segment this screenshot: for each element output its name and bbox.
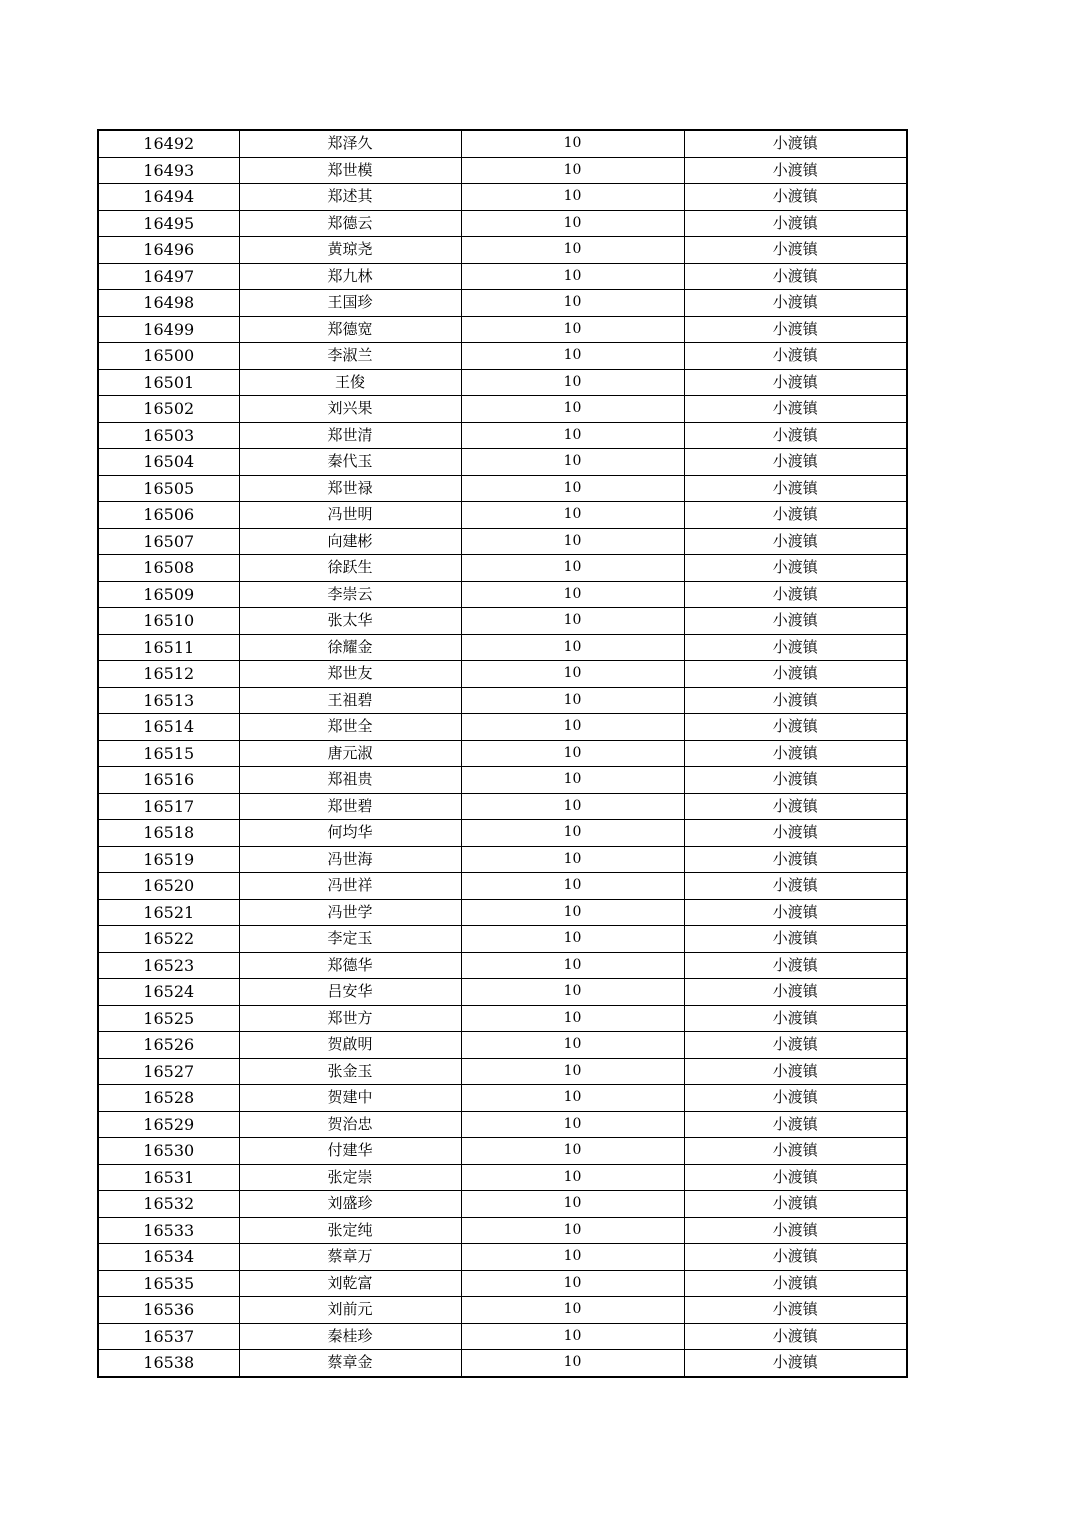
row-town-cell: 小渡镇 — [684, 1111, 907, 1138]
row-name-cell: 郑泽久 — [239, 130, 461, 157]
row-name-cell: 贺治忠 — [239, 1111, 461, 1138]
row-amount-cell: 10 — [461, 1058, 684, 1085]
table-row — [98, 555, 907, 582]
table-row — [98, 502, 907, 529]
row-name-cell: 李崇云 — [239, 581, 461, 608]
row-id-cell: 16497 — [98, 263, 239, 290]
data-sheet — [97, 129, 908, 1378]
table-row — [98, 1323, 907, 1350]
row-id-cell: 16529 — [98, 1111, 239, 1138]
table-row — [98, 1111, 907, 1138]
row-name-cell: 郑德云 — [239, 210, 461, 237]
row-amount-cell: 10 — [461, 634, 684, 661]
row-amount-cell: 10 — [461, 130, 684, 157]
row-name-cell: 郑世全 — [239, 714, 461, 741]
table-row — [98, 1005, 907, 1032]
row-name-cell: 郑世友 — [239, 661, 461, 688]
row-amount-cell: 10 — [461, 290, 684, 317]
row-amount-cell: 10 — [461, 1085, 684, 1112]
row-amount-cell: 10 — [461, 979, 684, 1006]
row-town-cell: 小渡镇 — [684, 687, 907, 714]
row-id-cell: 16522 — [98, 926, 239, 953]
row-town-cell: 小渡镇 — [684, 767, 907, 794]
table-row — [98, 979, 907, 1006]
row-town-cell: 小渡镇 — [684, 210, 907, 237]
row-name-cell: 蔡章金 — [239, 1350, 461, 1377]
row-town-cell: 小渡镇 — [684, 608, 907, 635]
row-id-cell: 16527 — [98, 1058, 239, 1085]
row-town-cell: 小渡镇 — [684, 422, 907, 449]
row-id-cell: 16507 — [98, 528, 239, 555]
table-row — [98, 210, 907, 237]
row-id-cell: 16500 — [98, 343, 239, 370]
row-id-cell: 16503 — [98, 422, 239, 449]
row-id-cell: 16517 — [98, 793, 239, 820]
row-id-cell: 16519 — [98, 846, 239, 873]
row-name-cell: 冯世祥 — [239, 873, 461, 900]
row-name-cell: 刘乾富 — [239, 1270, 461, 1297]
row-amount-cell: 10 — [461, 1350, 684, 1377]
row-amount-cell: 10 — [461, 237, 684, 264]
row-name-cell: 冯世明 — [239, 502, 461, 529]
row-id-cell: 16504 — [98, 449, 239, 476]
row-id-cell: 16505 — [98, 475, 239, 502]
table-row — [98, 581, 907, 608]
row-town-cell: 小渡镇 — [684, 343, 907, 370]
row-town-cell: 小渡镇 — [684, 793, 907, 820]
row-name-cell: 张太华 — [239, 608, 461, 635]
row-town-cell: 小渡镇 — [684, 237, 907, 264]
row-name-cell: 郑世模 — [239, 157, 461, 184]
row-amount-cell: 10 — [461, 767, 684, 794]
row-town-cell: 小渡镇 — [684, 634, 907, 661]
records-table-body — [98, 130, 907, 1377]
table-row — [98, 422, 907, 449]
row-name-cell: 郑德华 — [239, 952, 461, 979]
row-amount-cell: 10 — [461, 1111, 684, 1138]
row-id-cell: 16513 — [98, 687, 239, 714]
row-name-cell: 郑德宽 — [239, 316, 461, 343]
row-name-cell: 刘前元 — [239, 1297, 461, 1324]
row-name-cell: 何均华 — [239, 820, 461, 847]
row-amount-cell: 10 — [461, 1217, 684, 1244]
row-amount-cell: 10 — [461, 502, 684, 529]
table-row — [98, 1138, 907, 1165]
row-id-cell: 16537 — [98, 1323, 239, 1350]
row-amount-cell: 10 — [461, 608, 684, 635]
row-id-cell: 16496 — [98, 237, 239, 264]
row-amount-cell: 10 — [461, 184, 684, 211]
table-row — [98, 1191, 907, 1218]
table-row — [98, 316, 907, 343]
table-row — [98, 157, 907, 184]
table-row — [98, 475, 907, 502]
table-row — [98, 184, 907, 211]
row-id-cell: 16528 — [98, 1085, 239, 1112]
row-name-cell: 冯世海 — [239, 846, 461, 873]
table-row — [98, 1350, 907, 1377]
row-name-cell: 王国珍 — [239, 290, 461, 317]
row-name-cell: 郑世碧 — [239, 793, 461, 820]
row-town-cell: 小渡镇 — [684, 1323, 907, 1350]
table-row — [98, 846, 907, 873]
row-name-cell: 张金玉 — [239, 1058, 461, 1085]
row-town-cell: 小渡镇 — [684, 661, 907, 688]
row-town-cell: 小渡镇 — [684, 396, 907, 423]
row-town-cell: 小渡镇 — [684, 1191, 907, 1218]
row-amount-cell: 10 — [461, 1005, 684, 1032]
row-id-cell: 16501 — [98, 369, 239, 396]
table-row — [98, 767, 907, 794]
row-town-cell: 小渡镇 — [684, 1032, 907, 1059]
row-town-cell: 小渡镇 — [684, 263, 907, 290]
row-id-cell: 16523 — [98, 952, 239, 979]
row-amount-cell: 10 — [461, 263, 684, 290]
row-id-cell: 16499 — [98, 316, 239, 343]
table-row — [98, 899, 907, 926]
row-town-cell: 小渡镇 — [684, 1138, 907, 1165]
row-name-cell: 徐跃生 — [239, 555, 461, 582]
records-table — [97, 129, 908, 1378]
row-town-cell: 小渡镇 — [684, 130, 907, 157]
row-amount-cell: 10 — [461, 528, 684, 555]
row-amount-cell: 10 — [461, 687, 684, 714]
table-row — [98, 528, 907, 555]
row-id-cell: 16494 — [98, 184, 239, 211]
table-row — [98, 740, 907, 767]
row-id-cell: 16525 — [98, 1005, 239, 1032]
row-town-cell: 小渡镇 — [684, 290, 907, 317]
row-amount-cell: 10 — [461, 793, 684, 820]
row-name-cell: 张定崇 — [239, 1164, 461, 1191]
row-town-cell: 小渡镇 — [684, 926, 907, 953]
row-amount-cell: 10 — [461, 1297, 684, 1324]
row-amount-cell: 10 — [461, 661, 684, 688]
row-amount-cell: 10 — [461, 422, 684, 449]
row-town-cell: 小渡镇 — [684, 979, 907, 1006]
table-row — [98, 661, 907, 688]
table-row — [98, 608, 907, 635]
row-town-cell: 小渡镇 — [684, 502, 907, 529]
row-name-cell: 唐元淑 — [239, 740, 461, 767]
row-id-cell: 16515 — [98, 740, 239, 767]
row-name-cell: 吕安华 — [239, 979, 461, 1006]
row-amount-cell: 10 — [461, 210, 684, 237]
row-id-cell: 16535 — [98, 1270, 239, 1297]
row-amount-cell: 10 — [461, 1191, 684, 1218]
row-id-cell: 16516 — [98, 767, 239, 794]
row-name-cell: 王俊 — [239, 369, 461, 396]
row-name-cell: 郑世方 — [239, 1005, 461, 1032]
row-town-cell: 小渡镇 — [684, 1217, 907, 1244]
row-town-cell: 小渡镇 — [684, 873, 907, 900]
row-town-cell: 小渡镇 — [684, 1270, 907, 1297]
row-id-cell: 16508 — [98, 555, 239, 582]
table-row — [98, 1058, 907, 1085]
row-name-cell: 刘盛珍 — [239, 1191, 461, 1218]
row-id-cell: 16533 — [98, 1217, 239, 1244]
row-name-cell: 冯世学 — [239, 899, 461, 926]
row-name-cell: 郑述其 — [239, 184, 461, 211]
row-town-cell: 小渡镇 — [684, 714, 907, 741]
row-name-cell: 王祖碧 — [239, 687, 461, 714]
row-amount-cell: 10 — [461, 1032, 684, 1059]
row-id-cell: 16534 — [98, 1244, 239, 1271]
table-row — [98, 926, 907, 953]
row-town-cell: 小渡镇 — [684, 1005, 907, 1032]
row-town-cell: 小渡镇 — [684, 1297, 907, 1324]
row-name-cell: 贺啟明 — [239, 1032, 461, 1059]
row-id-cell: 16530 — [98, 1138, 239, 1165]
table-row — [98, 343, 907, 370]
row-town-cell: 小渡镇 — [684, 184, 907, 211]
row-name-cell: 郑世清 — [239, 422, 461, 449]
row-town-cell: 小渡镇 — [684, 1244, 907, 1271]
row-name-cell: 刘兴果 — [239, 396, 461, 423]
row-id-cell: 16498 — [98, 290, 239, 317]
row-id-cell: 16506 — [98, 502, 239, 529]
row-town-cell: 小渡镇 — [684, 846, 907, 873]
row-amount-cell: 10 — [461, 396, 684, 423]
row-name-cell: 李淑兰 — [239, 343, 461, 370]
row-name-cell: 贺建中 — [239, 1085, 461, 1112]
row-amount-cell: 10 — [461, 316, 684, 343]
row-town-cell: 小渡镇 — [684, 1058, 907, 1085]
row-name-cell: 张定纯 — [239, 1217, 461, 1244]
row-amount-cell: 10 — [461, 820, 684, 847]
row-amount-cell: 10 — [461, 343, 684, 370]
row-amount-cell: 10 — [461, 873, 684, 900]
row-name-cell: 秦代玉 — [239, 449, 461, 476]
row-town-cell: 小渡镇 — [684, 952, 907, 979]
row-id-cell: 16538 — [98, 1350, 239, 1377]
table-row — [98, 687, 907, 714]
row-name-cell: 徐耀金 — [239, 634, 461, 661]
row-town-cell: 小渡镇 — [684, 1164, 907, 1191]
row-amount-cell: 10 — [461, 740, 684, 767]
row-id-cell: 16495 — [98, 210, 239, 237]
row-town-cell: 小渡镇 — [684, 157, 907, 184]
table-row — [98, 1270, 907, 1297]
row-town-cell: 小渡镇 — [684, 555, 907, 582]
row-town-cell: 小渡镇 — [684, 1085, 907, 1112]
table-row — [98, 1164, 907, 1191]
row-amount-cell: 10 — [461, 926, 684, 953]
row-town-cell: 小渡镇 — [684, 820, 907, 847]
row-id-cell: 16532 — [98, 1191, 239, 1218]
table-row — [98, 263, 907, 290]
row-amount-cell: 10 — [461, 449, 684, 476]
row-id-cell: 16536 — [98, 1297, 239, 1324]
row-name-cell: 向建彬 — [239, 528, 461, 555]
row-id-cell: 16521 — [98, 899, 239, 926]
row-amount-cell: 10 — [461, 555, 684, 582]
table-row — [98, 1032, 907, 1059]
row-amount-cell: 10 — [461, 1244, 684, 1271]
table-row — [98, 130, 907, 157]
row-id-cell: 16511 — [98, 634, 239, 661]
row-name-cell: 李定玉 — [239, 926, 461, 953]
row-name-cell: 黄琼尧 — [239, 237, 461, 264]
row-id-cell: 16509 — [98, 581, 239, 608]
row-id-cell: 16531 — [98, 1164, 239, 1191]
row-id-cell: 16514 — [98, 714, 239, 741]
table-row — [98, 1244, 907, 1271]
row-amount-cell: 10 — [461, 1323, 684, 1350]
row-amount-cell: 10 — [461, 369, 684, 396]
row-id-cell: 16520 — [98, 873, 239, 900]
row-town-cell: 小渡镇 — [684, 899, 907, 926]
row-amount-cell: 10 — [461, 157, 684, 184]
row-town-cell: 小渡镇 — [684, 740, 907, 767]
row-town-cell: 小渡镇 — [684, 475, 907, 502]
row-town-cell: 小渡镇 — [684, 449, 907, 476]
row-amount-cell: 10 — [461, 581, 684, 608]
row-name-cell: 秦桂珍 — [239, 1323, 461, 1350]
row-amount-cell: 10 — [461, 1270, 684, 1297]
row-id-cell: 16492 — [98, 130, 239, 157]
row-amount-cell: 10 — [461, 899, 684, 926]
table-row — [98, 873, 907, 900]
row-name-cell: 郑祖贵 — [239, 767, 461, 794]
row-name-cell: 郑九林 — [239, 263, 461, 290]
row-amount-cell: 10 — [461, 1138, 684, 1165]
row-id-cell: 16502 — [98, 396, 239, 423]
row-id-cell: 16526 — [98, 1032, 239, 1059]
row-amount-cell: 10 — [461, 1164, 684, 1191]
row-name-cell: 蔡章万 — [239, 1244, 461, 1271]
row-town-cell: 小渡镇 — [684, 1350, 907, 1377]
row-town-cell: 小渡镇 — [684, 528, 907, 555]
row-amount-cell: 10 — [461, 846, 684, 873]
row-name-cell: 郑世禄 — [239, 475, 461, 502]
row-id-cell: 16510 — [98, 608, 239, 635]
table-row — [98, 1217, 907, 1244]
table-row — [98, 369, 907, 396]
row-town-cell: 小渡镇 — [684, 369, 907, 396]
row-name-cell: 付建华 — [239, 1138, 461, 1165]
row-amount-cell: 10 — [461, 714, 684, 741]
table-row — [98, 820, 907, 847]
table-row — [98, 449, 907, 476]
row-town-cell: 小渡镇 — [684, 316, 907, 343]
table-row — [98, 1085, 907, 1112]
row-id-cell: 16524 — [98, 979, 239, 1006]
row-amount-cell: 10 — [461, 952, 684, 979]
table-row — [98, 1297, 907, 1324]
row-amount-cell: 10 — [461, 475, 684, 502]
table-row — [98, 793, 907, 820]
table-row — [98, 634, 907, 661]
table-row — [98, 714, 907, 741]
row-town-cell: 小渡镇 — [684, 581, 907, 608]
row-id-cell: 16493 — [98, 157, 239, 184]
table-row — [98, 396, 907, 423]
table-row — [98, 290, 907, 317]
table-row — [98, 237, 907, 264]
row-id-cell: 16512 — [98, 661, 239, 688]
table-row — [98, 952, 907, 979]
row-id-cell: 16518 — [98, 820, 239, 847]
